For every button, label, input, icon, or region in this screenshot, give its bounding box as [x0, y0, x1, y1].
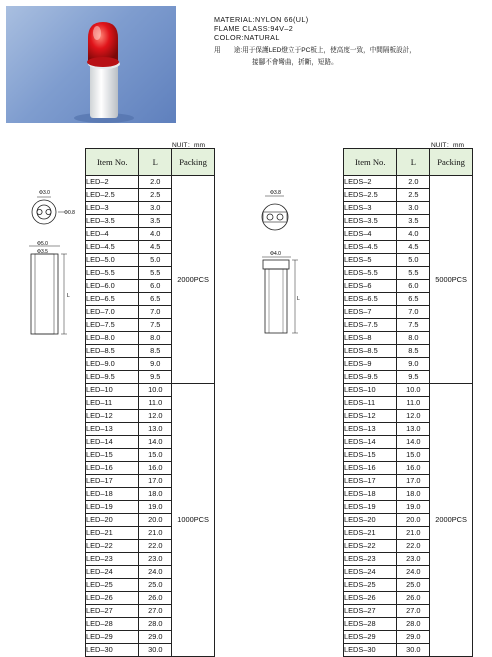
- item-no-cell: LEDS–19: [344, 501, 397, 514]
- item-no-cell: LEDS–15: [344, 449, 397, 462]
- length-cell: 9.5: [397, 371, 430, 384]
- material-text: MATERIAL:NYLON 66(UL): [214, 15, 309, 24]
- drawing-left-side-dim: Φ0.8: [64, 210, 75, 216]
- drawing-left-top-dim: Φ3.0: [39, 190, 50, 196]
- item-no-cell: LED–6.5: [86, 293, 139, 306]
- item-no-cell: LED–26: [86, 592, 139, 605]
- item-no-cell: LED–7.0: [86, 306, 139, 319]
- header-packing: Packing: [172, 149, 215, 176]
- length-cell: 4.5: [397, 241, 430, 254]
- item-no-cell: LEDS–5: [344, 254, 397, 267]
- item-no-cell: LED–23: [86, 553, 139, 566]
- table-row: [86, 384, 215, 397]
- item-no-cell: LEDS–26: [344, 592, 397, 605]
- drawing-left-width-dim: Φ5.0: [37, 241, 48, 247]
- product-photo: [6, 6, 176, 123]
- item-no-cell: LEDS–14: [344, 436, 397, 449]
- item-no-cell: LEDS–13: [344, 423, 397, 436]
- item-no-cell: LEDS–2: [344, 176, 397, 189]
- item-no-cell: LEDS–6: [344, 280, 397, 293]
- led-table-body: [86, 176, 215, 657]
- item-no-cell: LEDS–18: [344, 488, 397, 501]
- item-no-cell: LED–2.5: [86, 189, 139, 202]
- item-no-cell: LED–12: [86, 410, 139, 423]
- length-cell: 6.0: [397, 280, 430, 293]
- item-no-cell: LEDS–8: [344, 332, 397, 345]
- length-cell: 23.0: [139, 553, 172, 566]
- drawing-right-top-dim: Φ3.8: [270, 190, 281, 196]
- item-no-cell: LED–20: [86, 514, 139, 527]
- item-no-cell: LED–14: [86, 436, 139, 449]
- length-cell: 21.0: [397, 527, 430, 540]
- item-no-cell: LEDS–6.5: [344, 293, 397, 306]
- length-cell: 6.0: [139, 280, 172, 293]
- item-no-cell: LEDS–16: [344, 462, 397, 475]
- length-cell: 26.0: [397, 592, 430, 605]
- length-cell: 4.0: [397, 228, 430, 241]
- length-cell: 30.0: [397, 644, 430, 657]
- length-cell: 7.5: [397, 319, 430, 332]
- length-cell: 23.0: [397, 553, 430, 566]
- flame-class-text: FLAME CLASS:94V–2: [214, 24, 294, 33]
- drawing-right-length-label: L: [297, 296, 300, 302]
- length-cell: 16.0: [397, 462, 430, 475]
- length-cell: 21.0: [139, 527, 172, 540]
- usage-line-1: 用于保護LED燈立于PC板上，使高度一致，中間隔板設計，: [242, 47, 416, 54]
- leds-table-body: [344, 176, 473, 657]
- item-no-cell: LEDS–10: [344, 384, 397, 397]
- item-no-cell: LEDS–12: [344, 410, 397, 423]
- length-cell: 3.0: [397, 202, 430, 215]
- unit-label-left: NUIT：mm: [172, 142, 205, 149]
- leds-spacer-drawing-right: [250, 180, 320, 345]
- item-no-cell: LED–8.0: [86, 332, 139, 345]
- packing-cell: 1000PCS: [172, 384, 215, 657]
- item-no-cell: LEDS–8.5: [344, 345, 397, 358]
- header-item-no: Item No.: [344, 149, 397, 176]
- length-cell: 3.5: [139, 215, 172, 228]
- length-cell: 29.0: [397, 631, 430, 644]
- length-cell: 12.0: [139, 410, 172, 423]
- length-cell: 15.0: [139, 449, 172, 462]
- item-no-cell: LED–3.5: [86, 215, 139, 228]
- length-cell: 8.0: [397, 332, 430, 345]
- item-no-cell: LED–16: [86, 462, 139, 475]
- length-cell: 25.0: [139, 579, 172, 592]
- item-no-cell: LED–28: [86, 618, 139, 631]
- packing-cell: 2000PCS: [430, 384, 473, 657]
- length-cell: 4.0: [139, 228, 172, 241]
- length-cell: 7.0: [139, 306, 172, 319]
- length-cell: 9.0: [139, 358, 172, 371]
- item-no-cell: LEDS–17: [344, 475, 397, 488]
- item-no-cell: LED–18: [86, 488, 139, 501]
- item-no-cell: LED–29: [86, 631, 139, 644]
- item-no-cell: LEDS–9.5: [344, 371, 397, 384]
- item-no-cell: LEDS–11: [344, 397, 397, 410]
- length-cell: 18.0: [397, 488, 430, 501]
- table-row: [86, 176, 215, 189]
- item-no-cell: LEDS–3: [344, 202, 397, 215]
- length-cell: 16.0: [139, 462, 172, 475]
- usage-line-2: 接腳不會彎曲，折斷，短路。: [252, 59, 338, 66]
- length-cell: 27.0: [397, 605, 430, 618]
- table-header-row: [344, 149, 473, 176]
- length-cell: 5.5: [397, 267, 430, 280]
- item-no-cell: LED–8.5: [86, 345, 139, 358]
- item-no-cell: LEDS–3.5: [344, 215, 397, 228]
- item-no-cell: LEDS–30: [344, 644, 397, 657]
- length-cell: 28.0: [139, 618, 172, 631]
- length-cell: 7.0: [397, 306, 430, 319]
- usage-description: [214, 45, 416, 69]
- item-no-cell: LED–27: [86, 605, 139, 618]
- header-packing: Packing: [430, 149, 473, 176]
- length-cell: 22.0: [397, 540, 430, 553]
- length-cell: 11.0: [397, 397, 430, 410]
- length-cell: 13.0: [139, 423, 172, 436]
- item-no-cell: LED–10: [86, 384, 139, 397]
- item-no-cell: LEDS–25: [344, 579, 397, 592]
- item-no-cell: LED–19: [86, 501, 139, 514]
- length-cell: 10.0: [139, 384, 172, 397]
- item-no-cell: LEDS–28: [344, 618, 397, 631]
- length-cell: 25.0: [397, 579, 430, 592]
- item-no-cell: LED–22: [86, 540, 139, 553]
- length-cell: 28.0: [397, 618, 430, 631]
- length-cell: 5.5: [139, 267, 172, 280]
- item-no-cell: LEDS–4.5: [344, 241, 397, 254]
- usage-label: 用 途:: [214, 47, 243, 54]
- item-no-cell: LED–6.0: [86, 280, 139, 293]
- item-no-cell: LED–24: [86, 566, 139, 579]
- item-no-cell: LED–4: [86, 228, 139, 241]
- length-cell: 18.0: [139, 488, 172, 501]
- length-cell: 3.5: [397, 215, 430, 228]
- item-no-cell: LED–7.5: [86, 319, 139, 332]
- length-cell: 3.0: [139, 202, 172, 215]
- length-cell: 4.5: [139, 241, 172, 254]
- length-cell: 17.0: [139, 475, 172, 488]
- packing-cell: 2000PCS: [172, 176, 215, 384]
- length-cell: 20.0: [397, 514, 430, 527]
- length-cell: 7.5: [139, 319, 172, 332]
- header-item-no: Item No.: [86, 149, 139, 176]
- item-no-cell: LED–5.5: [86, 267, 139, 280]
- item-no-cell: LED–30: [86, 644, 139, 657]
- item-no-cell: LEDS–5.5: [344, 267, 397, 280]
- led-spacer-drawing-left: [14, 185, 84, 350]
- length-cell: 6.5: [397, 293, 430, 306]
- length-cell: 2.5: [397, 189, 430, 202]
- drawing-left-inner-dim: Φ3.5: [37, 249, 48, 255]
- table-header-row: [86, 149, 215, 176]
- item-no-cell: LEDS–22: [344, 540, 397, 553]
- length-cell: 17.0: [397, 475, 430, 488]
- length-cell: 5.0: [397, 254, 430, 267]
- table-row: [344, 176, 473, 189]
- item-no-cell: LED–9.5: [86, 371, 139, 384]
- item-no-cell: LED–9.0: [86, 358, 139, 371]
- item-no-cell: LED–3: [86, 202, 139, 215]
- drawing-right-width-dim: Φ4.0: [270, 251, 281, 257]
- length-cell: 14.0: [139, 436, 172, 449]
- item-no-cell: LEDS–2.5: [344, 189, 397, 202]
- length-cell: 26.0: [139, 592, 172, 605]
- item-no-cell: LEDS–7: [344, 306, 397, 319]
- length-cell: 2.0: [397, 176, 430, 189]
- color-text: COLOR:NATURAL: [214, 33, 280, 42]
- length-cell: 22.0: [139, 540, 172, 553]
- length-cell: 14.0: [397, 436, 430, 449]
- header-length: L: [139, 149, 172, 176]
- item-no-cell: LED–13: [86, 423, 139, 436]
- length-cell: 8.5: [397, 345, 430, 358]
- length-cell: 5.0: [139, 254, 172, 267]
- item-no-cell: LEDS–24: [344, 566, 397, 579]
- length-cell: 29.0: [139, 631, 172, 644]
- item-no-cell: LEDS–20: [344, 514, 397, 527]
- item-no-cell: LED–2: [86, 176, 139, 189]
- item-no-cell: LEDS–4: [344, 228, 397, 241]
- length-cell: 9.5: [139, 371, 172, 384]
- length-cell: 19.0: [139, 501, 172, 514]
- material-spec-block: [214, 15, 309, 42]
- item-no-cell: LED–15: [86, 449, 139, 462]
- length-cell: 8.5: [139, 345, 172, 358]
- length-cell: 30.0: [139, 644, 172, 657]
- item-no-cell: LED–17: [86, 475, 139, 488]
- item-no-cell: LEDS–27: [344, 605, 397, 618]
- length-cell: 20.0: [139, 514, 172, 527]
- length-cell: 15.0: [397, 449, 430, 462]
- item-no-cell: LEDS–21: [344, 527, 397, 540]
- header-length: L: [397, 149, 430, 176]
- item-no-cell: LED–25: [86, 579, 139, 592]
- length-cell: 27.0: [139, 605, 172, 618]
- leds-spec-table: [343, 148, 473, 657]
- item-no-cell: LED–11: [86, 397, 139, 410]
- item-no-cell: LED–21: [86, 527, 139, 540]
- length-cell: 13.0: [397, 423, 430, 436]
- length-cell: 2.5: [139, 189, 172, 202]
- length-cell: 24.0: [139, 566, 172, 579]
- length-cell: 6.5: [139, 293, 172, 306]
- item-no-cell: LEDS–23: [344, 553, 397, 566]
- led-spacer-photo-illustration: [6, 6, 176, 123]
- length-cell: 2.0: [139, 176, 172, 189]
- table-row: [344, 384, 473, 397]
- item-no-cell: LEDS–9: [344, 358, 397, 371]
- unit-label-right: NUIT：mm: [431, 142, 464, 149]
- drawing-left-length-label: L: [67, 293, 70, 299]
- length-cell: 24.0: [397, 566, 430, 579]
- length-cell: 11.0: [139, 397, 172, 410]
- item-no-cell: LEDS–29: [344, 631, 397, 644]
- item-no-cell: LED–4.5: [86, 241, 139, 254]
- length-cell: 12.0: [397, 410, 430, 423]
- led-spec-table: [85, 148, 215, 657]
- length-cell: 9.0: [397, 358, 430, 371]
- length-cell: 8.0: [139, 332, 172, 345]
- item-no-cell: LEDS–7.5: [344, 319, 397, 332]
- length-cell: 19.0: [397, 501, 430, 514]
- packing-cell: 5000PCS: [430, 176, 473, 384]
- length-cell: 10.0: [397, 384, 430, 397]
- item-no-cell: LED–5.0: [86, 254, 139, 267]
